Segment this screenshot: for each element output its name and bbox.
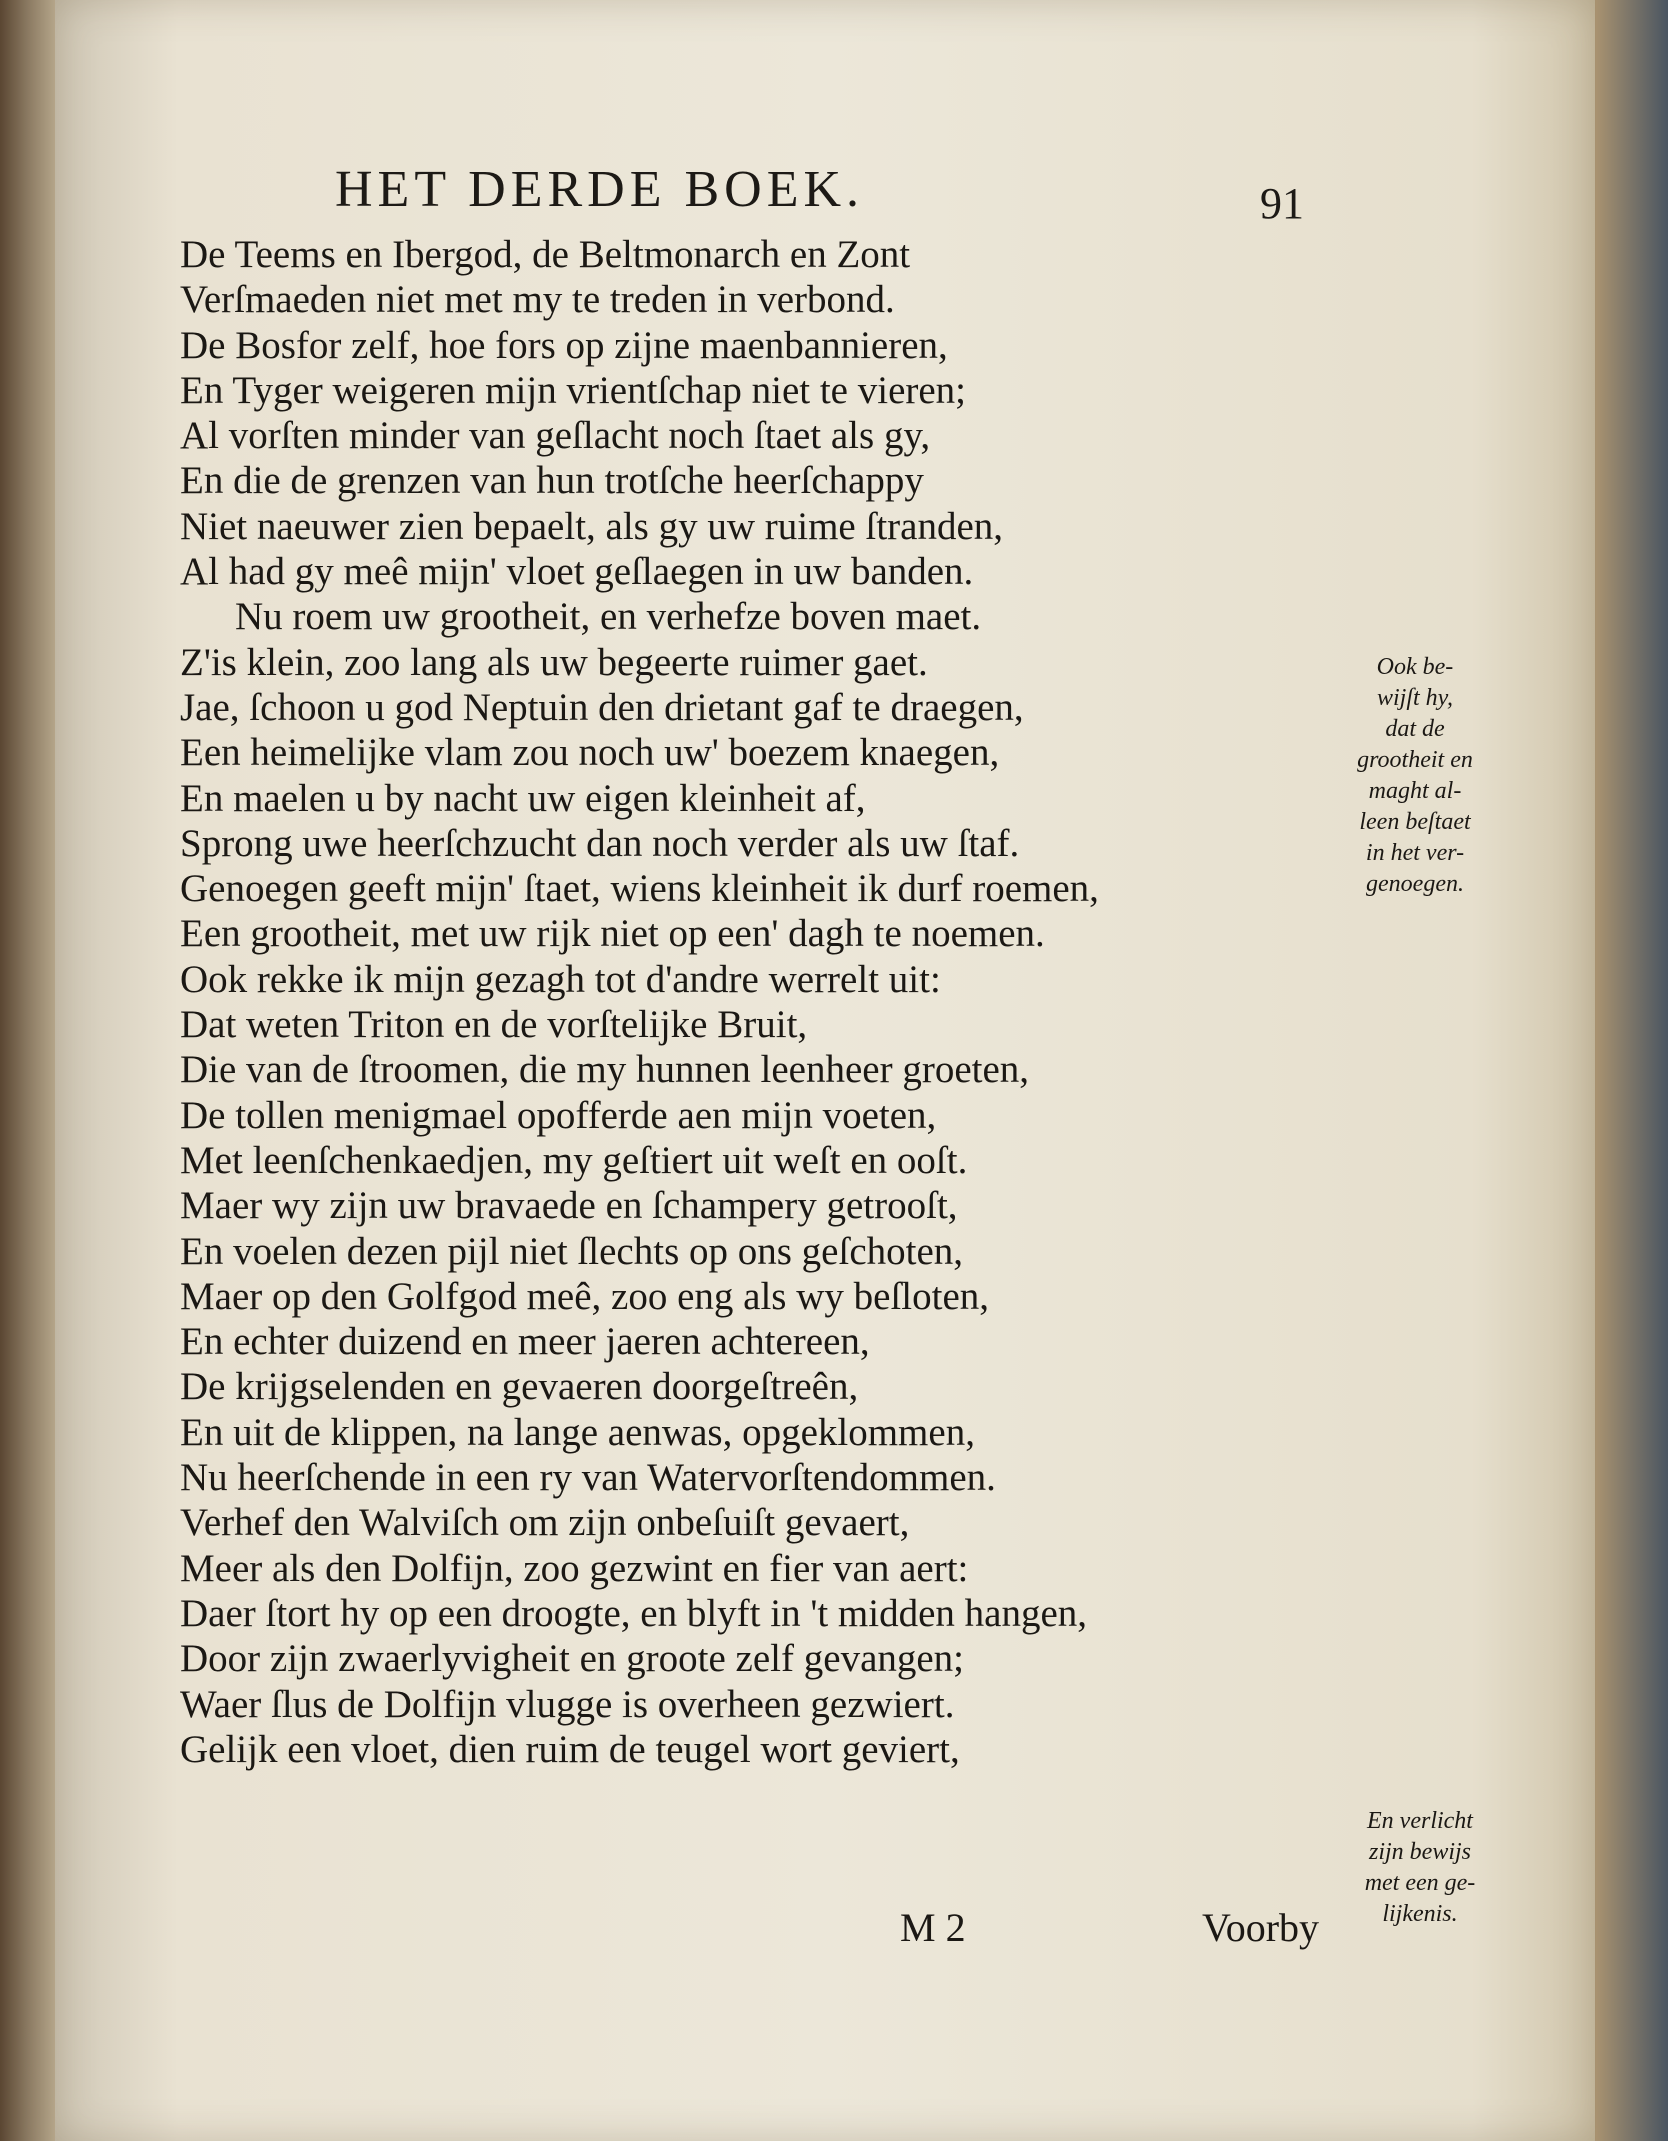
catchword: Voorby bbox=[1202, 1905, 1320, 1950]
signature-mark: M 2 bbox=[900, 1905, 966, 1950]
verse-line: En uit de klippen, na lange aenwas, opgeklommen, bbox=[180, 1410, 975, 1454]
marginal-note-line: En verlicht bbox=[1367, 1808, 1473, 1834]
verse-line: Waer ſlus de Dolfijn vlugge is overheen gezwiert. bbox=[180, 1682, 955, 1726]
verse-line: Nu heerſchende in een ry van Watervorſtendommen. bbox=[180, 1456, 996, 1500]
verse-line: Meer als den Dolfijn, zoo gezwint en fier van aert: bbox=[180, 1546, 969, 1590]
verse-line: Een heimelijke vlam zou noch uw' boezem knaegen, bbox=[180, 731, 1000, 775]
marginal-note-line: lijkenis. bbox=[1382, 1901, 1458, 1927]
running-head: HET DERDE BOEK. bbox=[335, 161, 865, 218]
verse-line: Maer op den Golfgod meê, zoo eng als wy beſloten, bbox=[180, 1274, 990, 1318]
verse-line: Nu roem uw grootheit, en verhefze boven maet. bbox=[235, 595, 982, 639]
verse-line: Al had gy meê mijn' vloet geſlaegen in uw banden. bbox=[180, 550, 974, 594]
marginal-note-line: in het ver- bbox=[1365, 840, 1465, 866]
marginal-note bbox=[1320, 652, 1510, 900]
marginal-note-line: Ook be- bbox=[1376, 654, 1454, 680]
marginal-note-line: dat de bbox=[1385, 716, 1445, 742]
marginal-note-line: grootheit en bbox=[1357, 747, 1473, 773]
verse-line: En die de grenzen van hun trotſche heerſchappy bbox=[180, 459, 924, 503]
verse-line: Genoegen geeft mijn' ſtaet, wiens kleinheit ik durf roemen, bbox=[180, 867, 1099, 911]
verse-line: Daer ſtort hy op een droogte, en blyft in 't midden hangen, bbox=[180, 1591, 1088, 1635]
verse-line: En Tyger weigeren mijn vrientſchap niet te vieren; bbox=[180, 368, 967, 412]
verse-line: Z'is klein, zoo lang als uw begeerte ruimer gaet. bbox=[180, 640, 928, 684]
verse-line: Ook rekke ik mijn gezagh tot d'andre werrelt uit: bbox=[180, 957, 941, 1001]
verse-line: De Teems en Ibergod, de Beltmonarch en Zont bbox=[180, 233, 911, 276]
verse-line: Verhef den Walviſch om zijn onbeſuiſt gevaert, bbox=[180, 1501, 910, 1545]
verse-line: En echter duizend en meer jaeren achtereen, bbox=[180, 1320, 870, 1364]
marginal-note-line: maght al- bbox=[1368, 778, 1462, 804]
page-number: 91 bbox=[1260, 179, 1304, 228]
marginal-note bbox=[1330, 1806, 1510, 1930]
verse-line: De tollen menigmael opofferde aen mijn voeten, bbox=[180, 1093, 937, 1137]
marginal-note-line: zijn bewijs bbox=[1368, 1839, 1471, 1865]
verse-line: Al vorſten minder van geſlacht noch ſtaet als gy, bbox=[180, 414, 931, 458]
verse-line: En maelen u by nacht uw eigen kleinheit af, bbox=[180, 776, 866, 820]
verse-line: Die van de ſtroomen, die my hunnen leenheer groeten, bbox=[180, 1048, 1030, 1092]
verse-line: Sprong uwe heerſchzucht dan noch verder als uw ſtaf. bbox=[180, 821, 1020, 865]
marginal-note-line: leen beſtaet bbox=[1359, 809, 1471, 835]
verse-line: Door zijn zwaerlyvigheit en groote zelf gevangen; bbox=[180, 1637, 965, 1681]
verse-line: En voelen dezen pijl niet ſlechts op ons geſchoten, bbox=[180, 1229, 964, 1273]
verse-line: Dat weten Triton en de vorſtelijke Bruit, bbox=[180, 1003, 808, 1047]
verse-line: Jae, ſchoon u god Neptuin den drietant gaf te draegen, bbox=[180, 685, 1024, 729]
verse-line: Met leenſchenkaedjen, my geſtiert uit weſt en ooſt. bbox=[180, 1138, 968, 1182]
verse-line: Een grootheit, met uw rijk niet op een' dagh te noemen. bbox=[180, 912, 1045, 956]
verse-line: Niet naeuwer zien bepaelt, als gy uw ruime ſtranden, bbox=[180, 504, 1004, 548]
verse-line: Verſmaeden niet met my te treden in verbond. bbox=[180, 278, 895, 322]
verse-line: Maer wy zijn uw bravaede en ſchampery getrooſt, bbox=[180, 1184, 958, 1228]
verse-line: Gelijk een vloet, dien ruim de teugel wort geviert, bbox=[180, 1727, 960, 1771]
verse-text bbox=[180, 232, 1340, 1772]
marginal-note-line: wijſt hy, bbox=[1376, 685, 1453, 711]
marginal-note-line: met een ge- bbox=[1364, 1870, 1476, 1896]
verse-line: De krijgselenden en gevaeren doorgeſtreên, bbox=[180, 1365, 859, 1409]
verse-line: De Bosfor zelf, hoe fors op zijne maenbannieren, bbox=[180, 323, 948, 367]
marginal-note-line: genoegen. bbox=[1366, 871, 1464, 897]
